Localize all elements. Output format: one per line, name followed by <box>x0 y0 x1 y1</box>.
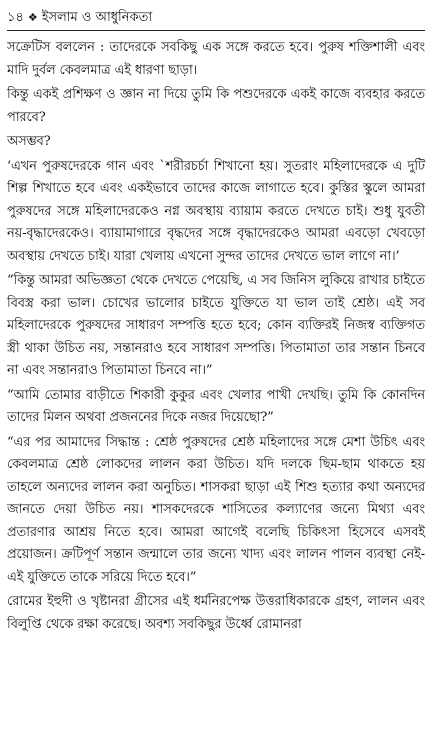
page-number: ১৪ <box>7 10 24 25</box>
running-header <box>7 6 425 31</box>
paragraph-rome: রোমের ইহুদী ও খৃষ্টানরা গ্রীসের এই ধর্মনিরপেক্ষ উত্তরাধিকারকে গ্রহণ, লালন এবং বিলুপ্তি থেকে রক্ষা করেছে। অবশ্য সবকিছুর উর্ধ্বে রোমানরা <box>7 594 425 632</box>
paragraph-socrates: সক্রেটিস বললেন : তাদেরকে সবকিছু এক সঙ্গে করতে হবে। পুরুষ শক্তিশালী এবং মাদি দুর্বল কেবলমাত্র এই ধারণা ছাড়া। <box>7 40 425 78</box>
book-title: ইসলাম ও আধুনিকতা <box>41 10 153 25</box>
paragraph-impossible: অসম্ভব? <box>7 134 51 149</box>
paragraph-hunting-dogs: “আমি তোমার বাড়ীতে শিকারী কুকুর এবং খেলার পাখী দেখছি। তুমি কি কোনদিন তাদের মিলন অথবা প্রজননের দিকে নজর দিয়েছো?” <box>7 387 425 425</box>
paragraph-experience: “কিন্তু আমরা অভিজ্ঞতা থেকে দেখতে পেয়েছি, এ সব জিনিস লুকিয়ে রাখার চাইতে বিবস্ত্র করা ভাল। চোখের ভালোর চাইতে যুক্তিতে যা ভাল তাই শ্রেষ্ঠ। এই সব মহিলাদেরকে পুরুষদের সাধারণ সম্পত্তি হতে হবে; কোন ব্যক্তিরই নিজস্ব ব্যক্তিগত স্ত্রী থাকা উচিত নয়, সন্তানরাও হবে সাধারণ সম্পত্তি। পিতামাতা তার সন্তান চিনবে না এবং সন্তানরাও পিতামাতা চিনবে না।” <box>7 273 425 378</box>
ornament-icon: ❖ <box>27 11 38 24</box>
paragraph-training-question: কিন্তু একই প্রশিক্ষণ ও জ্ঞান না দিয়ে তুমি কি পশুদেরকে একই কাজে ব্যবহার করতে পারবে? <box>7 87 425 125</box>
book-page <box>7 6 425 638</box>
paragraph-decision: “এর পর আমাদের সিদ্ধান্ত : শ্রেষ্ঠ পুরুষদের শ্রেষ্ঠ মহিলাদের সঙ্গে মেশা উচিৎ এবং কেবলমাত্র শ্রেষ্ঠ লোকদের লালন করা উচিত। যদি দলকে ছিম-ছাম থাকতে হয় তাহলে অন্যদের লালন করা অনুচিত। শাসকরা ছাড়া এই শিশু হত্যার কথা অন্যদের জানতে দেয়া উচিত নয়। শাসকদেরকে শাসিতের কল্যাণের জন্যে মিথ্যা এবং প্রতারণার আশ্রয় নিতে হবে। আমরা আগেই বলেছি চিকিৎসা হিসেবে এসবই প্রয়োজন। ক্রটিপূর্ণ সন্তান জন্মালে তার জন্যে খাদ্য এবং লালন পালন ব্যবস্থা নেই- এই যুক্তিতে তাকে সরিয়ে দিতে হবে।” <box>7 434 425 585</box>
body-text <box>7 37 425 636</box>
paragraph-exercise: ‘এখন পুরুষদেরকে গান এবং `শরীরচর্চা শিখানো হয়। সুতরাং মহিলাদেরকে এ দুটি শিল্প শিখাতে হবে এবং একইভাবে তাদের কাজে লাগাতে হবে। কুস্তির স্কুলে আমরা পুরুষদের সঙ্গে মহিলাদেরকেও নগ্ন অবস্থায় ব্যায়াম করতে দেখতে চাই। শুধু যুবতী নয়-বৃদ্ধাদেরকেও। ব্যায়ামাগারে বৃদ্ধদের সঙ্গে বৃদ্ধাদেরকেও আমরা এবড়ো খেবড়ো অবস্থায় দেখতে চাই। যারা খেলায় এখনো সুন্দর তাদের দেখতে ভাল লাগে না।’ <box>7 158 425 264</box>
